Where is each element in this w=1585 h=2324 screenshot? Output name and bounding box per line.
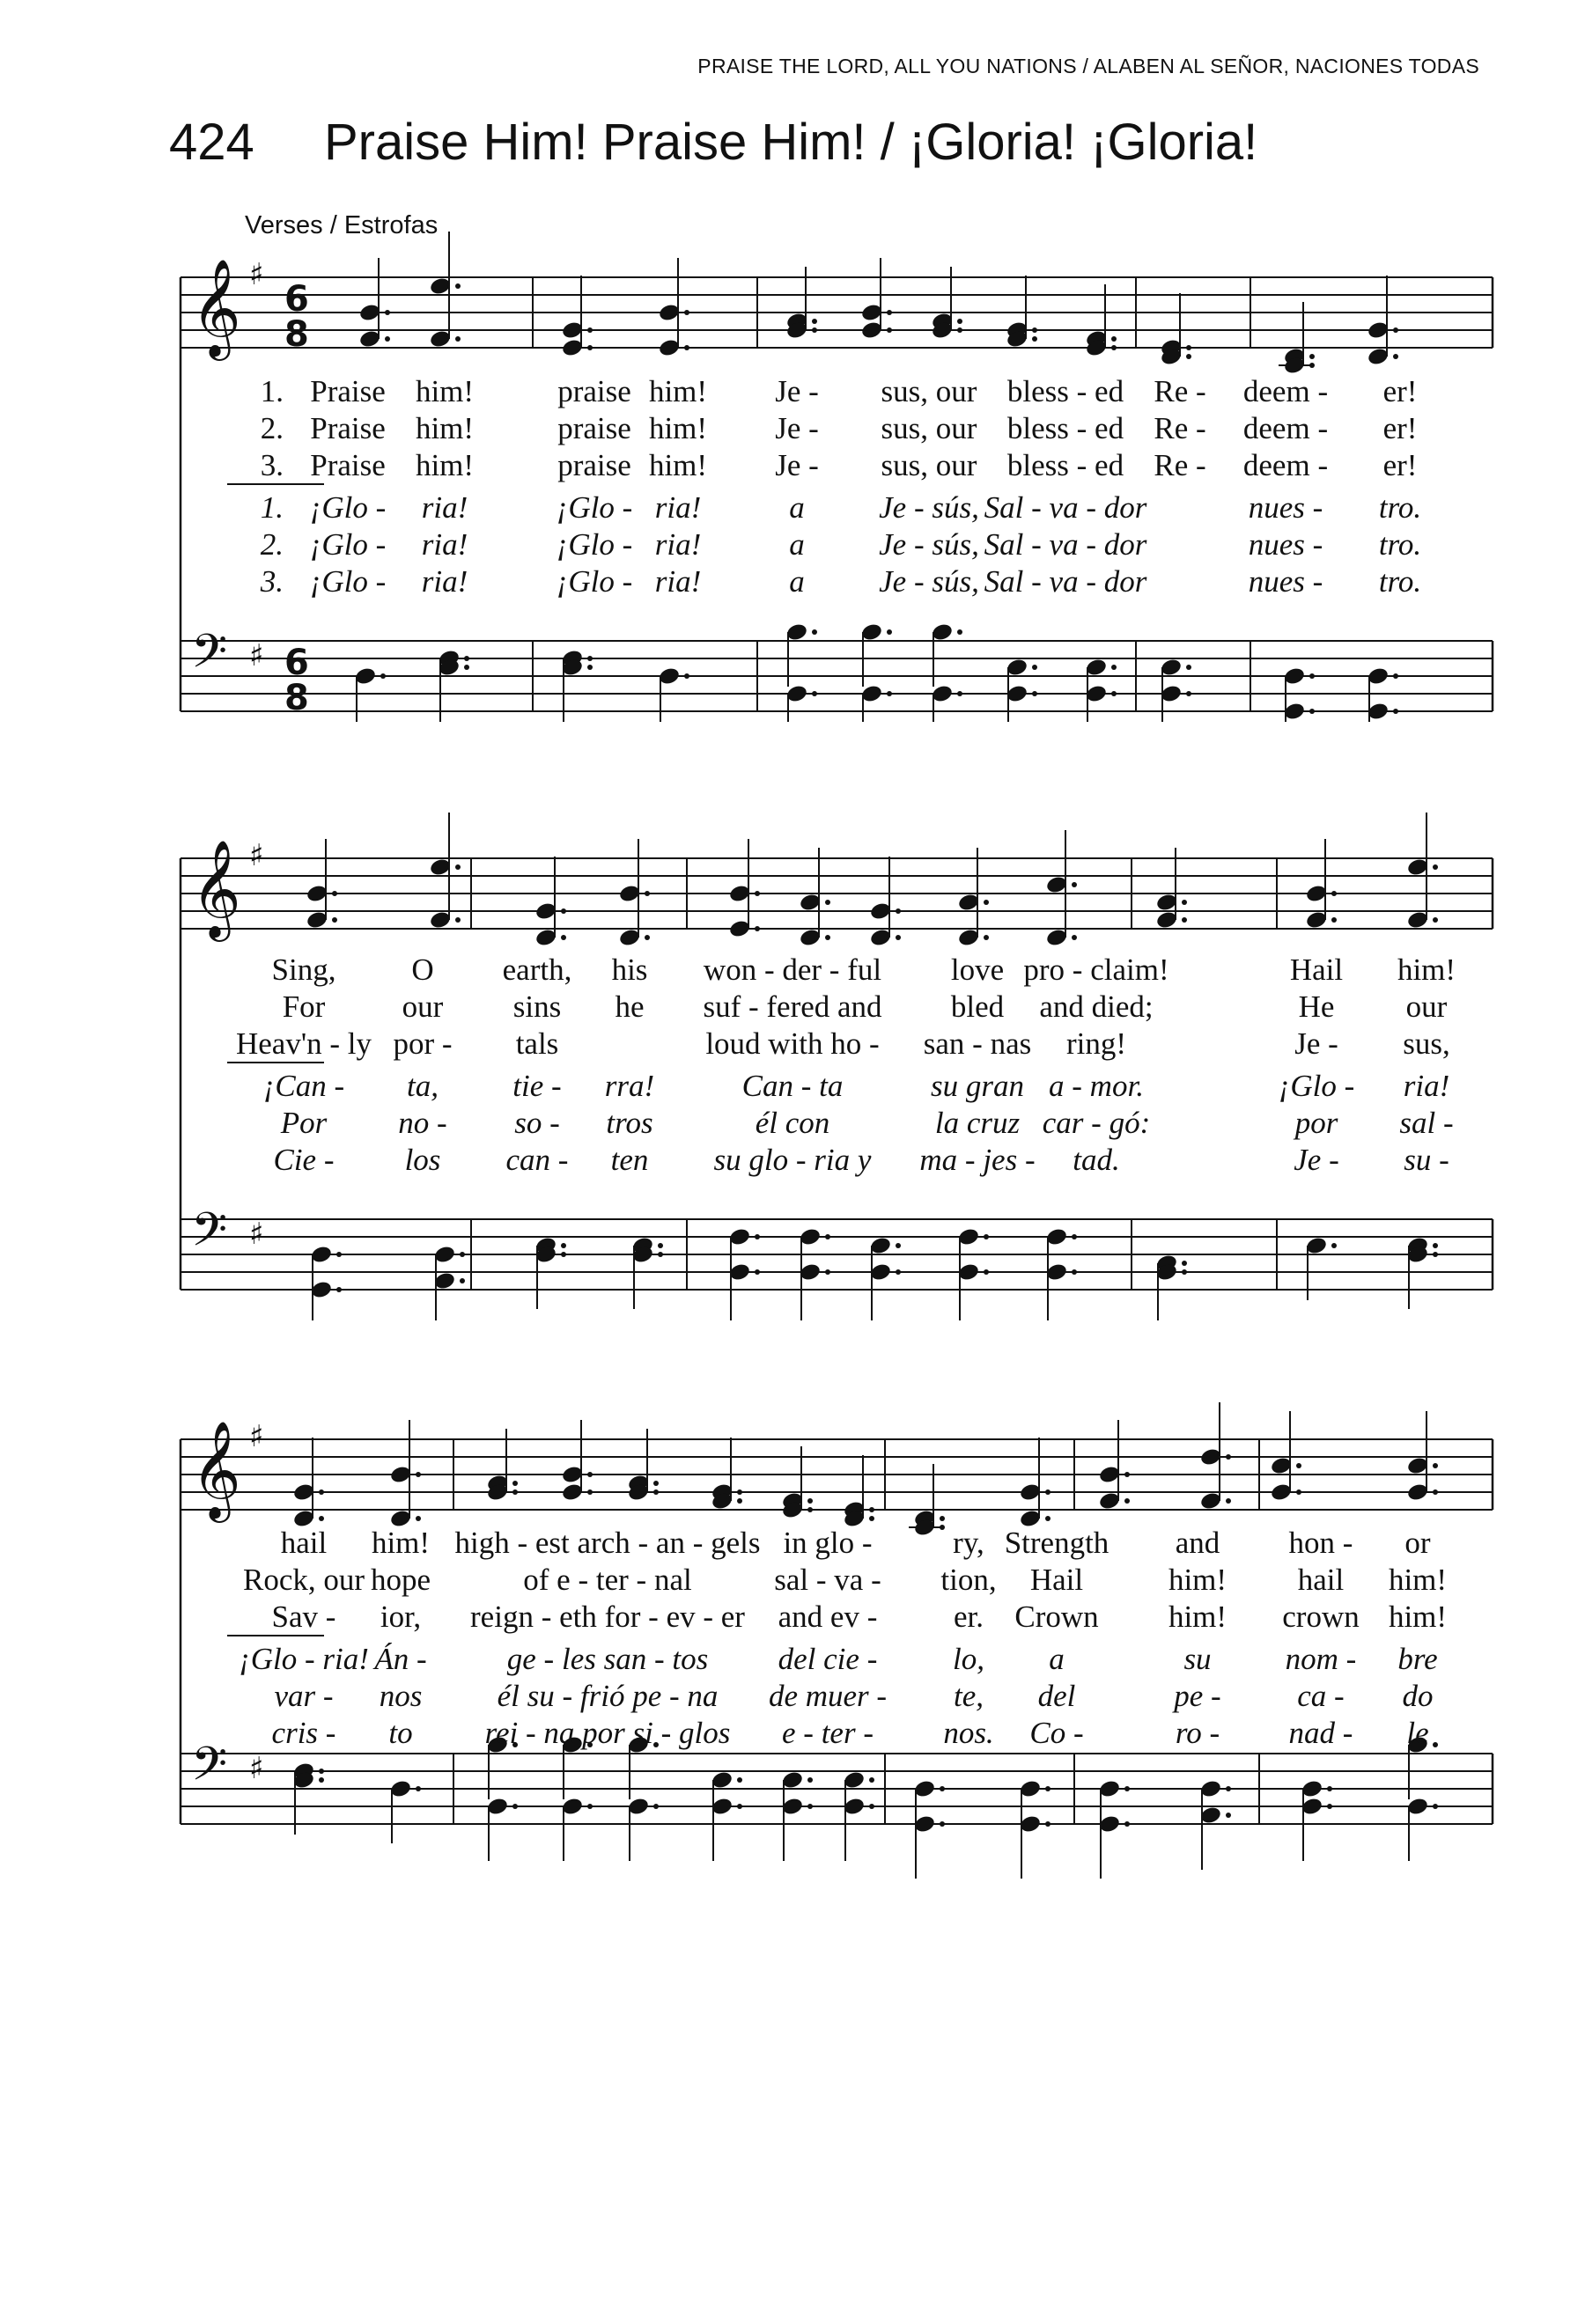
lyric-syllable: ria! bbox=[1403, 1069, 1450, 1103]
verse-number: 3. bbox=[260, 564, 284, 599]
lyric-syllable: ¡Can - bbox=[262, 1069, 345, 1103]
lyric-syllable: Praise bbox=[310, 411, 386, 445]
lyric-syllable: him! bbox=[648, 411, 708, 445]
lyric-syllable: ¡Glo - bbox=[1278, 1069, 1355, 1103]
lyric-syllable: tion, bbox=[940, 1563, 997, 1597]
lyric-syllable: Hail bbox=[1289, 952, 1344, 987]
lyric-syllable: del cie - bbox=[778, 1642, 878, 1676]
lyric-syllable: Sing, bbox=[271, 952, 336, 987]
lyric-syllable: sus, our bbox=[881, 374, 977, 408]
lyric-syllable: him! bbox=[1388, 1563, 1448, 1597]
lyric-syllable: and ev - bbox=[778, 1600, 878, 1634]
lyric-syllable: ¡Glo - bbox=[556, 527, 633, 562]
lyric-syllable: him! bbox=[1168, 1563, 1227, 1597]
lyric-syllable: earth, bbox=[502, 952, 572, 987]
lyric-syllable: ria! bbox=[654, 490, 702, 525]
lyric-row-es bbox=[0, 1679, 1585, 1716]
lyric-syllable: ma - jes - bbox=[919, 1143, 1036, 1177]
lyric-syllable: Je - sús, bbox=[879, 490, 979, 525]
lyric-syllable: nues - bbox=[1248, 527, 1323, 562]
lyric-syllable: ria! bbox=[654, 527, 702, 562]
lyric-syllable: los bbox=[404, 1143, 441, 1177]
note-head bbox=[561, 1797, 593, 1861]
lyric-syllable: Re - bbox=[1154, 448, 1206, 482]
bass-clef-icon: 𝄢 bbox=[191, 625, 228, 690]
note-head bbox=[292, 1761, 324, 1826]
lyric-syllable: Heav'n - ly bbox=[235, 1026, 372, 1061]
note-head bbox=[1406, 1797, 1438, 1861]
note-head bbox=[781, 1446, 813, 1511]
lyric-syllable: a - mor. bbox=[1049, 1069, 1144, 1103]
lyric-syllable: ta, bbox=[407, 1069, 439, 1103]
lyric-syllable: Sal - va - dor bbox=[984, 490, 1147, 525]
lyric-syllable: Sal - va - dor bbox=[984, 564, 1147, 599]
lyric-syllable: ten bbox=[610, 1143, 649, 1177]
note-head bbox=[486, 1438, 518, 1502]
lyric-syllable: er! bbox=[1382, 448, 1418, 482]
lyric-syllable: Je - sús, bbox=[879, 564, 979, 599]
lyric-syllable: le bbox=[1406, 1716, 1429, 1750]
lyric-syllable: Án - bbox=[374, 1642, 427, 1676]
lyric-syllable: won - der - ful bbox=[703, 952, 882, 987]
note-head bbox=[913, 1779, 945, 1843]
note-head bbox=[781, 1797, 813, 1861]
verse-number: 1. bbox=[260, 490, 284, 525]
lyric-syllable: deem - bbox=[1242, 411, 1329, 445]
lyric-syllable: sal - bbox=[1399, 1106, 1454, 1140]
hymn-title: Praise Him! Praise Him! / ¡Gloria! ¡Gloria! bbox=[324, 114, 1258, 171]
note-head bbox=[843, 1464, 874, 1528]
lyric-syllable: pro - claim! bbox=[1023, 952, 1169, 987]
lyric-syllable: sus, our bbox=[881, 411, 977, 445]
key-signature-sharp-icon: ♯ bbox=[249, 638, 264, 673]
time-signature-bottom: 8 bbox=[284, 678, 309, 718]
note-head bbox=[292, 1438, 324, 1502]
lyric-syllable: ¡Glo - bbox=[309, 527, 387, 562]
lyric-syllable: a bbox=[789, 490, 805, 525]
lyric-syllable: him! bbox=[415, 448, 475, 482]
lyric-syllable: him! bbox=[1388, 1600, 1448, 1634]
lyric-syllable: suf - fered and bbox=[703, 989, 882, 1024]
lyric-syllable: pe - bbox=[1174, 1679, 1221, 1713]
lyric-row-en bbox=[0, 1600, 1585, 1636]
bass-clef-icon: 𝄢 bbox=[191, 1738, 228, 1803]
note-head bbox=[711, 1446, 742, 1511]
lyric-syllable: a bbox=[1049, 1642, 1065, 1676]
lyric-syllable: ge - les san - tos bbox=[506, 1642, 709, 1676]
lyric-syllable: e - ter - bbox=[782, 1716, 874, 1750]
lyric-syllable: Je - bbox=[1294, 1143, 1339, 1177]
note-head bbox=[627, 1438, 659, 1502]
lyric-syllable: lo, bbox=[953, 1642, 984, 1676]
lyric-syllable: rei - na por si - glos bbox=[484, 1716, 731, 1750]
lyric-syllable: ¡Glo - ria! bbox=[239, 1642, 369, 1676]
verse-number: 1. bbox=[260, 374, 284, 408]
lyric-syllable: O bbox=[411, 952, 434, 987]
lyric-syllable: tro. bbox=[1378, 490, 1422, 525]
note-head bbox=[1301, 1797, 1332, 1861]
lyric-syllable: praise bbox=[557, 374, 631, 408]
note-head bbox=[781, 1455, 813, 1519]
lyric-syllable: he bbox=[615, 989, 645, 1024]
note-head bbox=[1098, 1420, 1130, 1484]
section-label: Verses / Estrofas bbox=[245, 211, 439, 239]
lyric-syllable: él su - frió pe - na bbox=[497, 1679, 719, 1713]
note-head bbox=[561, 1420, 593, 1484]
lyric-syllable: Cie - bbox=[273, 1143, 335, 1177]
lyric-syllable: Co - bbox=[1029, 1716, 1084, 1750]
lyric-syllable: su glo - ria y bbox=[713, 1143, 872, 1177]
lyric-syllable: loud with ho - bbox=[705, 1026, 880, 1061]
lyric-syllable: of e - ter - nal bbox=[523, 1563, 692, 1597]
lyric-syllable: Je - bbox=[775, 374, 819, 408]
lyric-syllable: sus, our bbox=[881, 448, 977, 482]
lyric-syllable: and died; bbox=[1039, 989, 1154, 1024]
lyric-syllable: nues - bbox=[1248, 564, 1323, 599]
lyric-syllable: bre bbox=[1397, 1642, 1438, 1676]
lyric-syllable: sus, bbox=[1403, 1026, 1450, 1061]
lyric-syllable: él con bbox=[755, 1106, 830, 1140]
note-head bbox=[389, 1779, 421, 1843]
note-head bbox=[1406, 1411, 1438, 1475]
lyric-syllable: nad - bbox=[1288, 1716, 1353, 1750]
lyric-row-es bbox=[0, 1642, 1585, 1679]
lyric-syllable: him! bbox=[415, 374, 475, 408]
note-head bbox=[486, 1797, 518, 1861]
lyric-row-es bbox=[0, 1716, 1585, 1753]
note-head bbox=[913, 1814, 945, 1879]
lyric-syllable: nos. bbox=[943, 1716, 994, 1750]
note-head bbox=[843, 1455, 874, 1519]
lyric-syllable: ¡Glo - bbox=[556, 564, 633, 599]
lyric-syllable: For bbox=[282, 989, 326, 1024]
lyric-syllable: de muer - bbox=[768, 1679, 888, 1713]
lyric-syllable: He bbox=[1298, 989, 1335, 1024]
verse-number: 3. bbox=[260, 448, 284, 482]
time-signature-bottom: 8 bbox=[284, 314, 309, 355]
lyric-syllable: him! bbox=[648, 374, 708, 408]
lyric-syllable: var - bbox=[274, 1679, 334, 1713]
time-signature-top: 6 bbox=[284, 279, 309, 320]
lyric-row-en bbox=[0, 1526, 1585, 1563]
lyric-syllable: to bbox=[388, 1716, 413, 1750]
lyric-syllable: praise bbox=[557, 448, 631, 482]
lyric-syllable: ¡Glo - bbox=[556, 490, 633, 525]
lyric-syllable: Je - sús, bbox=[879, 527, 979, 562]
verse-number: 2. bbox=[260, 411, 284, 445]
lyric-syllable: su - bbox=[1404, 1143, 1449, 1177]
treble-clef-icon: 𝄞 bbox=[191, 1420, 241, 1519]
lyric-syllable: ro - bbox=[1175, 1716, 1220, 1750]
lyric-syllable: hail bbox=[280, 1526, 328, 1560]
lyric-syllable: Strength bbox=[1004, 1526, 1110, 1560]
running-head: PRAISE THE LORD, ALL YOU NATIONS / ALABEN AL SEÑOR, NACIONES TODAS bbox=[697, 55, 1479, 77]
note-head bbox=[1019, 1779, 1051, 1843]
note-head bbox=[1098, 1814, 1130, 1879]
lyric-syllable: high - est arch - an - gels bbox=[454, 1526, 761, 1560]
note-head bbox=[1019, 1438, 1051, 1502]
lyric-syllable: tro. bbox=[1378, 527, 1422, 562]
lyric-syllable: nom - bbox=[1285, 1642, 1357, 1676]
lyric-syllable: ¡Glo - bbox=[309, 564, 387, 599]
lyric-syllable: ria! bbox=[654, 564, 702, 599]
lyric-syllable: Re - bbox=[1154, 374, 1206, 408]
lyric-syllable: Por bbox=[280, 1106, 328, 1140]
lyric-syllable: su gran bbox=[931, 1069, 1024, 1103]
lyric-syllable: crown bbox=[1282, 1600, 1360, 1634]
lyric-syllable: Hail bbox=[1029, 1563, 1084, 1597]
note-head bbox=[843, 1797, 874, 1861]
lyric-syllable: love bbox=[950, 952, 1005, 987]
note-head bbox=[627, 1429, 659, 1493]
lyric-syllable: Je - bbox=[775, 448, 819, 482]
lyric-syllable: reign - eth for - ev - er bbox=[470, 1600, 745, 1634]
treble-clef-icon: 𝄞 bbox=[191, 839, 241, 938]
lyric-syllable: san - nas bbox=[923, 1026, 1032, 1061]
note-head bbox=[292, 1770, 324, 1835]
lyric-syllable: por - bbox=[393, 1026, 453, 1061]
lyric-syllable: hope bbox=[370, 1563, 431, 1597]
lyric-syllable: te, bbox=[953, 1679, 984, 1713]
lyric-syllable: ring! bbox=[1065, 1026, 1127, 1061]
note-head bbox=[1199, 1806, 1231, 1870]
lyric-syllable: la cruz bbox=[934, 1106, 1021, 1140]
note-head bbox=[1199, 1402, 1231, 1467]
lyric-syllable: hon - bbox=[1288, 1526, 1353, 1560]
lyric-syllable: Crown bbox=[1014, 1600, 1099, 1634]
lyric-syllable: tad. bbox=[1073, 1143, 1120, 1177]
lyric-syllable: bless - ed bbox=[1006, 411, 1124, 445]
lyric-syllable: him! bbox=[1397, 952, 1456, 987]
lyric-syllable: bless - ed bbox=[1006, 374, 1124, 408]
bass-clef-icon: 𝄢 bbox=[191, 1203, 228, 1269]
lyric-syllable: deem - bbox=[1242, 374, 1329, 408]
note-head bbox=[711, 1438, 742, 1502]
lyric-syllable: Praise bbox=[310, 448, 386, 482]
lyric-syllable: Je - bbox=[775, 411, 819, 445]
verse-number: 2. bbox=[260, 527, 284, 562]
lyric-syllable: cris - bbox=[271, 1716, 336, 1750]
key-signature-sharp-icon: ♯ bbox=[249, 1751, 264, 1786]
lyric-syllable: ior, bbox=[380, 1600, 422, 1634]
lyric-row-en bbox=[0, 1563, 1585, 1600]
hymn-number: 424 bbox=[169, 114, 254, 171]
lyric-syllable: rra! bbox=[604, 1069, 655, 1103]
lyric-syllable: ry, bbox=[953, 1526, 984, 1560]
lyric-syllable: nos bbox=[379, 1679, 423, 1713]
lyric-syllable: er! bbox=[1382, 374, 1418, 408]
lyric-syllable: Can - ta bbox=[741, 1069, 844, 1103]
lyric-syllable: bless - ed bbox=[1006, 448, 1124, 482]
key-signature-sharp-icon: ♯ bbox=[249, 1419, 264, 1454]
lyric-syllable: tros bbox=[606, 1106, 653, 1140]
key-signature-sharp-icon: ♯ bbox=[249, 1217, 264, 1252]
lyric-syllable: no - bbox=[398, 1106, 447, 1140]
lyric-syllable: ¡Glo - bbox=[309, 490, 387, 525]
lyric-syllable: praise bbox=[557, 411, 631, 445]
note-head bbox=[1019, 1814, 1051, 1879]
note-head bbox=[1098, 1779, 1130, 1843]
lyric-syllable: his bbox=[611, 952, 648, 987]
lyric-syllable: in glo - bbox=[783, 1526, 873, 1560]
lyric-syllable: Sav - bbox=[271, 1600, 336, 1634]
lyric-syllable: Je - bbox=[1294, 1026, 1338, 1061]
lyric-syllable: or bbox=[1404, 1526, 1431, 1560]
lyric-syllable: er. bbox=[953, 1600, 984, 1634]
lyric-syllable: him! bbox=[1168, 1600, 1227, 1634]
note-head bbox=[1270, 1411, 1301, 1475]
lyric-syllable: Rock, our bbox=[242, 1563, 365, 1597]
lyric-syllable: del bbox=[1037, 1679, 1076, 1713]
lyric-syllable: him! bbox=[371, 1526, 431, 1560]
lyric-syllable: him! bbox=[648, 448, 708, 482]
key-signature-sharp-icon: ♯ bbox=[249, 257, 264, 292]
note-head bbox=[913, 1464, 945, 1528]
lyric-syllable: a bbox=[789, 527, 805, 562]
lyric-syllable: our bbox=[402, 989, 444, 1024]
note-head bbox=[389, 1420, 421, 1484]
lyric-syllable: do bbox=[1402, 1679, 1434, 1713]
lyric-syllable: tals bbox=[515, 1026, 559, 1061]
lyric-syllable: su bbox=[1183, 1642, 1212, 1676]
lyric-syllable: car - gó: bbox=[1042, 1106, 1151, 1140]
note-head bbox=[627, 1797, 659, 1861]
treble-clef-icon: 𝄞 bbox=[191, 258, 241, 357]
lyric-syllable: ca - bbox=[1297, 1679, 1345, 1713]
lyric-syllable: Sal - va - dor bbox=[984, 527, 1147, 562]
time-signature-top: 6 bbox=[284, 643, 309, 683]
lyric-syllable: sins bbox=[512, 989, 562, 1024]
lyric-syllable: deem - bbox=[1242, 448, 1329, 482]
lyric-syllable: tie - bbox=[512, 1069, 562, 1103]
lyric-syllable: por bbox=[1294, 1106, 1338, 1140]
lyric-syllable: ria! bbox=[421, 527, 468, 562]
key-signature-sharp-icon: ♯ bbox=[249, 838, 264, 873]
lyric-syllable: Praise bbox=[310, 374, 386, 408]
lyric-syllable: our bbox=[1405, 989, 1448, 1024]
lyric-syllable: him! bbox=[415, 411, 475, 445]
lyric-syllable: er! bbox=[1382, 411, 1418, 445]
lyric-syllable: bled bbox=[950, 989, 1005, 1024]
lyric-syllable: and bbox=[1175, 1526, 1220, 1560]
note-head bbox=[486, 1429, 518, 1493]
lyric-syllable: so - bbox=[514, 1106, 560, 1140]
lyric-syllable: a bbox=[789, 564, 805, 599]
lyric-syllable: Re - bbox=[1154, 411, 1206, 445]
note-head bbox=[711, 1797, 742, 1861]
language-separator-line bbox=[227, 1635, 324, 1636]
lyric-syllable: sal - va - bbox=[774, 1563, 881, 1597]
lyric-syllable: hail bbox=[1297, 1563, 1345, 1597]
lyric-syllable: can - bbox=[505, 1143, 569, 1177]
lyric-syllable: ria! bbox=[421, 564, 468, 599]
lyric-syllable: ria! bbox=[421, 490, 468, 525]
lyric-syllable: nues - bbox=[1248, 490, 1323, 525]
lyric-syllable: tro. bbox=[1378, 564, 1422, 599]
